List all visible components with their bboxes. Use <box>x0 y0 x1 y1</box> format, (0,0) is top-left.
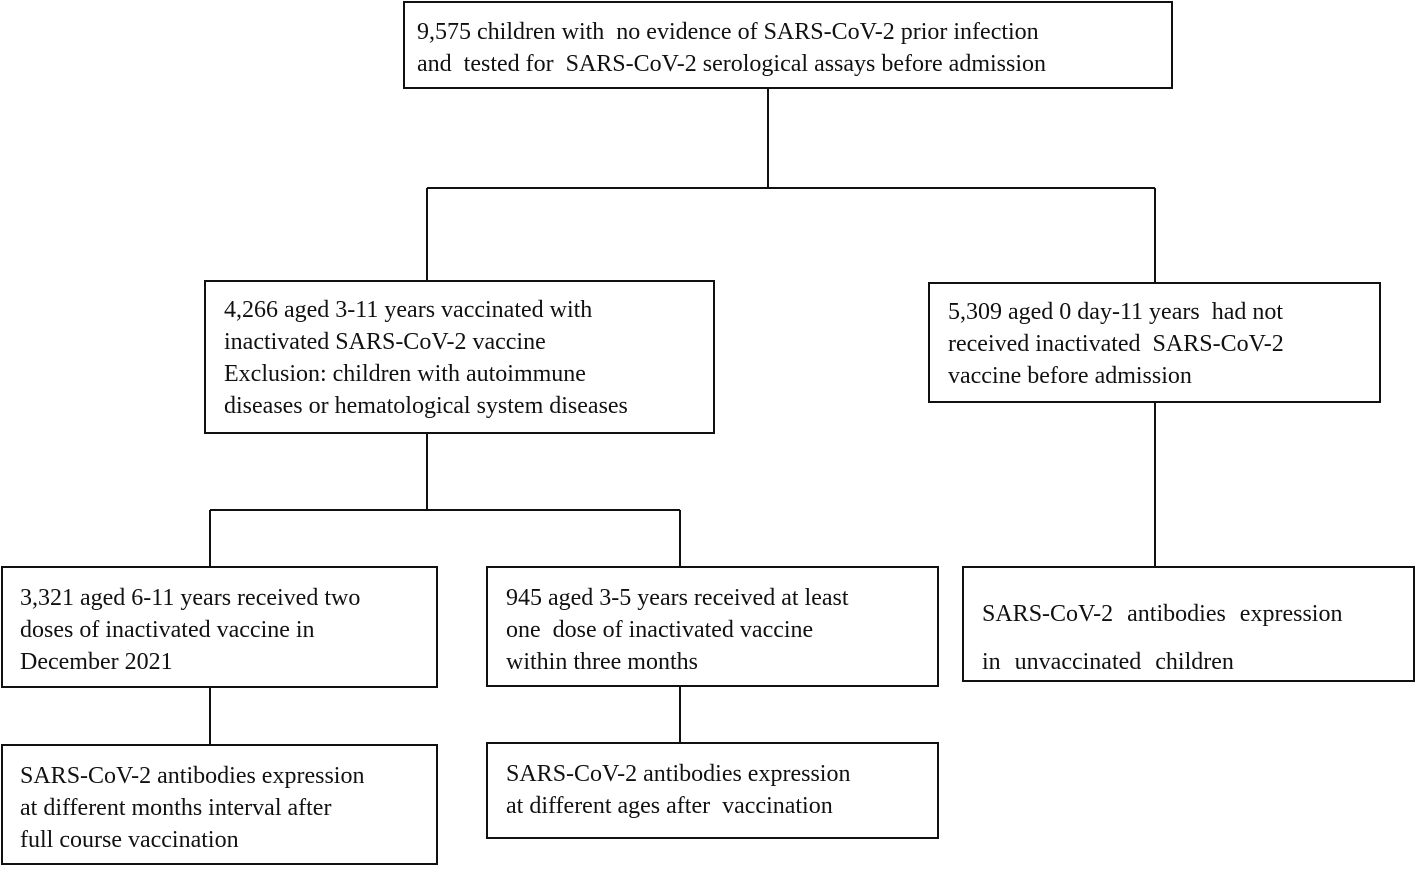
age-3-5-group-box <box>486 566 939 687</box>
age-6-11-antibodies-box <box>1 744 438 865</box>
box-text-line: 5,309 aged 0 day-11 years had not <box>948 299 1284 325</box>
box-text-line: in unvaccinated children <box>982 649 1234 675</box>
box-text-line: diseases or hematological system diseases <box>224 393 628 419</box>
box-text-line: at different ages after vaccination <box>506 793 833 819</box>
box-text-line: full course vaccination <box>20 827 239 853</box>
box-text-line: within three months <box>506 649 698 675</box>
box-text-line: SARS-CoV-2 antibodies expression <box>20 763 365 789</box>
box-text-line: SARS-CoV-2 antibodies expression <box>982 601 1343 627</box>
age-3-5-antibodies-box <box>486 742 939 839</box>
vaccinated-group-box <box>204 280 715 434</box>
unvaccinated-antibodies-box <box>962 566 1415 682</box>
age-6-11-group-box <box>1 566 438 688</box>
box-text-line: one dose of inactivated vaccine <box>506 617 814 643</box>
box-text-line: SARS-CoV-2 antibodies expression <box>506 761 851 787</box>
box-text-line: 945 aged 3-5 years received at least <box>506 585 849 611</box>
box-text-line: vaccine before admission <box>948 363 1192 389</box>
box-text-line: Exclusion: children with autoimmune <box>224 361 586 387</box>
box-text-line: received inactivated SARS-CoV-2 <box>948 331 1284 357</box>
unvaccinated-group-box <box>928 282 1381 403</box>
box-text-line: inactivated SARS-CoV-2 vaccine <box>224 329 546 355</box>
total-children-box <box>403 1 1173 89</box>
box-text-line: and tested for SARS-CoV-2 serological assays before admission <box>417 51 1047 77</box>
box-text-line: doses of inactivated vaccine in <box>20 617 315 643</box>
box-text-line: 4,266 aged 3-11 years vaccinated with <box>224 297 593 323</box>
box-text-line: 3,321 aged 6-11 years received two <box>20 585 361 611</box>
box-text-line: 9,575 children with no evidence of SARS-CoV-2 prior infection <box>417 19 1039 45</box>
box-text-line: at different months interval after <box>20 795 332 821</box>
box-text-line: December 2021 <box>20 649 173 675</box>
